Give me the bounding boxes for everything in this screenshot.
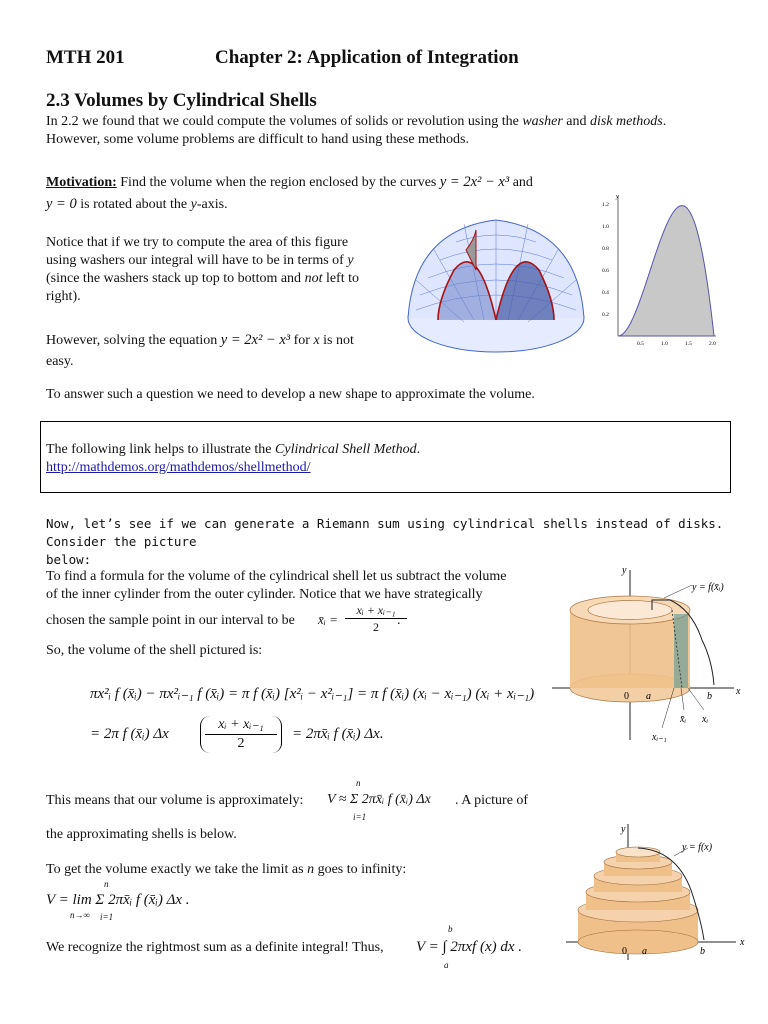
integral-upper: b: [448, 924, 453, 934]
approx-sum-top: n: [356, 778, 361, 788]
shell-flabel: y = f(x̄ᵢ): [692, 582, 724, 593]
notice-paragraph: Notice that if we try to compute the area of this figure using washers our integral will have to be in terms of y (since the washers stack up top to bottom and not left to right).: [46, 235, 359, 304]
course-code: MTH 201: [46, 47, 125, 68]
shell-method-link[interactable]: http://mathdemos.org/mathdemos/shellmethod/: [46, 460, 311, 475]
motivation-line2: y = 0 is rotated about the y-axis.: [46, 196, 228, 212]
shells-origin: 0: [622, 946, 627, 957]
integral-formula: V = ∫ 2πxf (x) dx .: [416, 939, 523, 955]
shell-xi: xᵢ: [702, 714, 709, 725]
shells-a: a: [642, 946, 647, 957]
equation-1: πx²ᵢ f (x̄ᵢ) − πx²ᵢ₋₁ f (x̄ᵢ) = π f (x̄ᵢ) [x²ᵢ − x²ᵢ₋₁] = π f (x̄ᵢ) (xᵢ − xᵢ₋₁) (xᵢ + xᵢ₋₁): [90, 686, 535, 702]
shells-flabel: y = f(x): [682, 842, 713, 853]
shells-b: b: [700, 946, 705, 957]
approx-post: . A picture of: [455, 793, 529, 808]
approx-sum-bot: i=1: [353, 812, 367, 822]
graph-ytick-label: 1.0: [602, 224, 609, 230]
equation-2-fraction: xᵢ + xᵢ₋₁ 2: [200, 716, 282, 753]
sample-point-line: chosen the sample point in our interval to be: [46, 613, 295, 628]
shell-xbar: x̄ᵢ: [680, 714, 687, 725]
shell-volume-line: So, the volume of the shell pictured is:: [46, 643, 263, 658]
shell-a: a: [646, 691, 651, 702]
limit-formula: V = lim Σ 2πx̄ᵢ f (x̄ᵢ) Δx .: [46, 892, 190, 908]
shell-xlabel: x: [736, 686, 741, 697]
equation-2b: = 2πx̄ᵢ f (x̄ᵢ) Δx.: [292, 726, 384, 742]
shell-xim1: xᵢ₋₁: [652, 732, 667, 743]
graph-xtick-label: 1.0: [661, 341, 668, 347]
cylindrical-shell-figure: [552, 560, 748, 750]
shell-ylabel: y: [622, 565, 627, 576]
graph-ytick-label: 1.2: [602, 202, 609, 208]
approx-formula: V ≈ Σ 2πx̄ᵢ f (x̄ᵢ) Δx: [327, 792, 431, 807]
equation-2a: = 2π f (x̄ᵢ) Δx: [90, 726, 169, 742]
section-title: 2.3 Volumes by Cylindrical Shells: [46, 90, 317, 111]
answer-paragraph: To answer such a question we need to develop a new shape to approximate the volume.: [46, 387, 535, 402]
approx-line2: the approximating shells is below.: [46, 827, 237, 842]
shells-xlabel: x: [740, 937, 745, 948]
limit-line: To get the volume exactly we take the limit as n goes to infinity:: [46, 862, 407, 877]
recognize-line: We recognize the rightmost sum as a definite integral! Thus,: [46, 940, 384, 955]
graph-ytick-label: 0.8: [602, 246, 609, 252]
formula-paragraph: To find a formula for the volume of the cylindrical shell let us subtract the volume of the inner cylinder from the outer cylinder. Notice that we have strategically: [46, 569, 507, 602]
sample-point-fraction: xᵢ + xᵢ₋₁ 2: [345, 602, 407, 635]
limit-sum-top: n: [104, 879, 109, 889]
graph-xtick-label: 1.5: [685, 341, 692, 347]
motivation-paragraph: Motivation: Find the volume when the region enclosed by the curves y = 2x² − x³ and: [46, 174, 533, 190]
curve-graph: [600, 192, 722, 352]
limit-sub: n→∞: [70, 910, 90, 920]
revolution-solid-figure: [404, 210, 596, 360]
intro-paragraph: In 2.2 we found that we could compute the volumes of solids or revolution using the washer and disk methods. However, some volume problems are difficult to hand using these methods.: [46, 114, 667, 147]
approximating-shells-figure: [566, 820, 750, 970]
approx-line: This means that our volume is approximately:: [46, 793, 304, 808]
graph-ytick-label: 0.6: [602, 268, 609, 274]
graph-ylabel: y: [616, 194, 619, 200]
shell-b: b: [707, 691, 712, 702]
graph-xtick-label: 2.0: [709, 341, 716, 347]
integral-lower: a: [444, 960, 449, 970]
sample-point-end: .: [397, 613, 401, 628]
graph-ytick-label: 0.4: [602, 290, 609, 296]
graph-ytick-label: 0.2: [602, 312, 609, 318]
however-paragraph: However, solving the equation y = 2x² − x³ for x is not easy.: [46, 332, 354, 369]
shells-ylabel: y: [621, 824, 626, 835]
riemann-paragraph: Now, let’s see if we can generate a Riemann sum using cylindrical shells instead of disks. Consider the picture below:: [46, 516, 724, 567]
shell-origin: 0: [624, 691, 629, 702]
link-box-text: The following link helps to illustrate the Cylindrical Shell Method.: [46, 442, 421, 457]
chapter-title: Chapter 2: Application of Integration: [215, 47, 519, 68]
sample-point-formula: x̄ᵢ =: [318, 612, 338, 627]
graph-xtick-label: 0.5: [637, 341, 644, 347]
graph-area: [618, 206, 714, 336]
limit-sum-bot: i=1: [100, 912, 114, 922]
